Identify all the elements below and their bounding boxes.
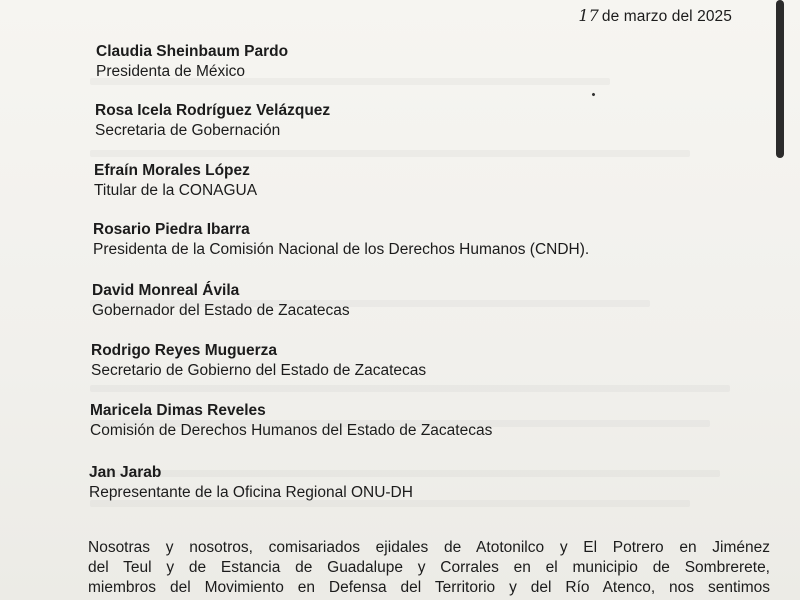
recipient-block: [90, 401, 800, 441]
letter-body: [88, 538, 770, 598]
recipient-name: Maricela Dimas Reveles: [90, 402, 266, 419]
recipient-block: [91, 341, 800, 381]
recipient-block: [92, 281, 800, 321]
recipient-name: David Monreal Ávila: [92, 282, 240, 299]
recipient-role: Secretario de Gobierno del Estado de Zacatecas: [91, 362, 427, 379]
recipient-role: Secretaria de Gobernación: [95, 122, 281, 139]
scrollbar-thumb[interactable]: [776, 0, 784, 158]
recipient-name: Jan Jarab: [89, 464, 162, 481]
recipient-block: [96, 42, 800, 82]
ink-mark: [591, 92, 595, 96]
date-text: de marzo del 2025: [601, 8, 732, 25]
recipient-name: Efraín Morales López: [94, 162, 250, 179]
recipient-role: Presidenta de la Comisión Nacional de los Derechos Humanos (CNDH).: [93, 241, 590, 258]
recipient-block: [93, 220, 800, 260]
recipient-role: Comisión de Derechos Humanos del Estado de Zacatecas: [90, 422, 493, 439]
recipient-name: Rosa Icela Rodríguez Velázquez: [95, 102, 331, 119]
body-line: del Teul y de Estancia de Guadalupe y Corrales en el municipio de Sombrerete,: [88, 559, 770, 576]
recipient-role: Presidenta de México: [96, 63, 246, 80]
handwritten-day: 17: [578, 6, 599, 25]
recipient-block: [89, 463, 800, 503]
body-line: Nosotras y nosotros, comisariados ejidales de Atotonilco y El Potrero en Jiménez: [88, 539, 770, 556]
recipient-name: Rodrigo Reyes Muguerza: [91, 342, 278, 359]
letter-date: [578, 6, 732, 26]
recipient-name: Rosario Piedra Ibarra: [93, 221, 250, 238]
recipient-role: Titular de la CONAGUA: [94, 182, 258, 199]
recipient-name: Claudia Sheinbaum Pardo: [96, 43, 289, 60]
recipient-role: Representante de la Oficina Regional ONU-DH: [89, 484, 413, 501]
recipient-role: Gobernador del Estado de Zacatecas: [92, 302, 350, 319]
body-line: miembros del Movimiento en Defensa del Territorio y del Río Atenco, nos sentimos: [88, 579, 770, 596]
show-through-mark: [90, 150, 690, 157]
show-through-mark: [90, 385, 730, 392]
recipient-block: [94, 161, 800, 201]
recipient-block: [95, 101, 800, 141]
